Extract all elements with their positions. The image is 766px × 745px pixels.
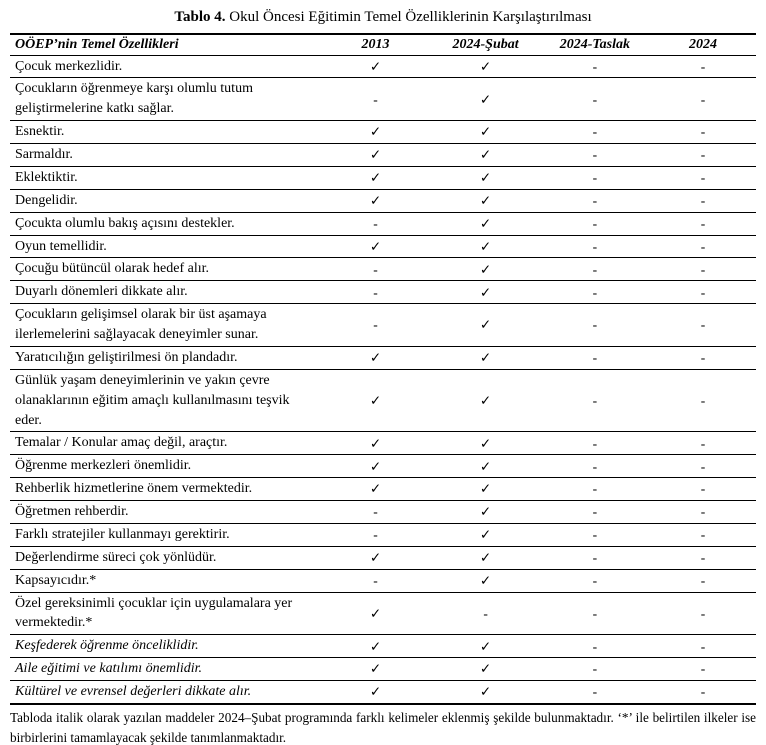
check-mark: ✓ bbox=[431, 55, 539, 78]
check-mark: ✓ bbox=[320, 635, 432, 658]
table-row bbox=[10, 55, 756, 78]
dash-mark: - bbox=[540, 523, 650, 546]
dash-mark: - bbox=[540, 144, 650, 167]
check-mark: ✓ bbox=[431, 258, 539, 281]
dash-mark: - bbox=[540, 304, 650, 347]
feature-cell: Özel gereksinimli çocuklar için uygulamalara yer vermektedir.* bbox=[10, 592, 320, 635]
dash-mark: - bbox=[540, 432, 650, 455]
check-mark: ✓ bbox=[431, 212, 539, 235]
check-mark: ✓ bbox=[431, 144, 539, 167]
check-mark: ✓ bbox=[431, 304, 539, 347]
feature-cell: Değerlendirme süreci çok yönlüdür. bbox=[10, 546, 320, 569]
check-mark: ✓ bbox=[431, 78, 539, 121]
table-title-text: Okul Öncesi Eğitimin Temel Özelliklerinin Karşılaştırılması bbox=[229, 9, 592, 25]
dash-mark: - bbox=[650, 121, 756, 144]
dash-mark: - bbox=[650, 455, 756, 478]
table-footnote: Tabloda italik olarak yazılan maddeler 2024–Şubat programında farklı kelimeler eklenmiş şekilde bulunmaktadır. ‘*’ ile belirtilen ilkeler ise birbirlerini tamamlayacak şekilde tanımlanmaktadır. bbox=[10, 709, 756, 745]
table-row bbox=[10, 569, 756, 592]
dash-mark: - bbox=[650, 635, 756, 658]
dash-mark: - bbox=[650, 55, 756, 78]
table-header bbox=[10, 34, 756, 56]
dash-mark: - bbox=[540, 592, 650, 635]
feature-cell: Çocukların gelişimsel olarak bir üst aşamaya ilerlemelerini sağlayacak deneyimler sunar. bbox=[10, 304, 320, 347]
feature-cell: Kapsayıcıdır.* bbox=[10, 569, 320, 592]
dash-mark: - bbox=[540, 455, 650, 478]
table-body bbox=[10, 55, 756, 704]
check-mark: ✓ bbox=[320, 144, 432, 167]
table-row bbox=[10, 189, 756, 212]
dash-mark: - bbox=[650, 569, 756, 592]
check-mark: ✓ bbox=[320, 235, 432, 258]
dash-mark: - bbox=[540, 658, 650, 681]
table-row bbox=[10, 635, 756, 658]
dash-mark: - bbox=[540, 501, 650, 524]
check-mark: ✓ bbox=[431, 235, 539, 258]
table-row bbox=[10, 681, 756, 704]
table-row bbox=[10, 523, 756, 546]
dash-mark: - bbox=[540, 281, 650, 304]
feature-cell: Dengelidir. bbox=[10, 189, 320, 212]
dash-mark: - bbox=[650, 212, 756, 235]
feature-cell: Oyun temellidir. bbox=[10, 235, 320, 258]
dash-mark: - bbox=[540, 235, 650, 258]
feature-cell: Çocuğu bütüncül olarak hedef alır. bbox=[10, 258, 320, 281]
dash-mark: - bbox=[540, 212, 650, 235]
check-mark: ✓ bbox=[320, 189, 432, 212]
dash-mark: - bbox=[320, 569, 432, 592]
column-header-features: OÖEP’nin Temel Özellikleri bbox=[10, 34, 320, 56]
table-row bbox=[10, 281, 756, 304]
dash-mark: - bbox=[540, 569, 650, 592]
dash-mark: - bbox=[650, 78, 756, 121]
check-mark: ✓ bbox=[369, 684, 382, 700]
check-mark: ✓ bbox=[431, 189, 539, 212]
table-row bbox=[10, 121, 756, 144]
check-mark: ✓ bbox=[320, 658, 432, 681]
check-mark: ✓ bbox=[431, 546, 539, 569]
check-mark: ✓ bbox=[431, 523, 539, 546]
table-row bbox=[10, 346, 756, 369]
table-row bbox=[10, 658, 756, 681]
dash-mark: - bbox=[650, 235, 756, 258]
dash-mark: - bbox=[650, 501, 756, 524]
feature-cell: Günlük yaşam deneyimlerinin ve yakın çevre olanaklarının eğitim amaçlı kullanılmasını teşvik eder. bbox=[10, 369, 320, 432]
dash-mark: - bbox=[540, 478, 650, 501]
check-mark: ✓ bbox=[320, 346, 432, 369]
feature-cell: Kültürel ve evrensel değerleri dikkate alır. bbox=[15, 684, 252, 699]
check-mark: ✓ bbox=[320, 369, 432, 432]
dash-mark: - bbox=[540, 189, 650, 212]
dash-mark: - bbox=[650, 432, 756, 455]
dash-mark: - bbox=[650, 258, 756, 281]
feature-cell: Aile eğitimi ve katılımı önemlidir. bbox=[10, 658, 320, 681]
dash-mark: - bbox=[650, 478, 756, 501]
dash-mark: - bbox=[650, 546, 756, 569]
dash-mark: - bbox=[650, 144, 756, 167]
dash-mark: - bbox=[540, 55, 650, 78]
feature-cell: Öğretmen rehberdir. bbox=[10, 501, 320, 524]
dash-mark: - bbox=[320, 212, 432, 235]
dash-mark: - bbox=[650, 592, 756, 635]
check-mark: ✓ bbox=[320, 432, 432, 455]
column-header-2024: 2024 bbox=[650, 34, 756, 56]
dash-mark: - bbox=[320, 304, 432, 347]
feature-cell: Çocuk merkezlidir. bbox=[10, 55, 320, 78]
table-row bbox=[10, 501, 756, 524]
dash-mark: - bbox=[540, 78, 650, 121]
dash-mark: - bbox=[650, 281, 756, 304]
check-mark: ✓ bbox=[431, 569, 539, 592]
column-header-2013: 2013 bbox=[320, 34, 432, 56]
dash-mark: - bbox=[650, 189, 756, 212]
dash-mark: - bbox=[540, 546, 650, 569]
check-mark: ✓ bbox=[431, 369, 539, 432]
feature-cell: Temalar / Konular amaç değil, araçtır. bbox=[10, 432, 320, 455]
check-mark: ✓ bbox=[431, 501, 539, 524]
check-mark: ✓ bbox=[479, 684, 492, 700]
table-row bbox=[10, 432, 756, 455]
column-header-2024-taslak: 2024-Taslak bbox=[540, 34, 650, 56]
table-title bbox=[10, 8, 756, 28]
table-row bbox=[10, 166, 756, 189]
dash-mark: - bbox=[540, 121, 650, 144]
feature-cell: Sarmaldır. bbox=[10, 144, 320, 167]
check-mark: ✓ bbox=[320, 592, 432, 635]
feature-cell: Yaratıcılığın geliştirilmesi ön plandadır. bbox=[10, 346, 320, 369]
dash-mark: - bbox=[592, 684, 598, 700]
dash-mark: - bbox=[540, 635, 650, 658]
check-mark: ✓ bbox=[431, 635, 539, 658]
feature-cell: Farklı stratejiler kullanmayı gerektirir. bbox=[10, 523, 320, 546]
table-row bbox=[10, 478, 756, 501]
check-mark: ✓ bbox=[431, 166, 539, 189]
dash-mark: - bbox=[320, 281, 432, 304]
check-mark: ✓ bbox=[320, 546, 432, 569]
dash-mark: - bbox=[320, 78, 432, 121]
dash-mark: - bbox=[431, 592, 539, 635]
dash-mark: - bbox=[320, 258, 432, 281]
dash-mark: - bbox=[650, 523, 756, 546]
table-row bbox=[10, 304, 756, 347]
table-row bbox=[10, 78, 756, 121]
check-mark: ✓ bbox=[320, 55, 432, 78]
feature-cell: Keşfederek öğrenme önceliklidir. bbox=[10, 635, 320, 658]
table-number-label: Tablo 4. bbox=[174, 9, 226, 25]
check-mark: ✓ bbox=[320, 478, 432, 501]
dash-mark: - bbox=[650, 166, 756, 189]
feature-cell: Çocukların öğrenmeye karşı olumlu tutum geliştirmelerine katkı sağlar. bbox=[10, 78, 320, 121]
dash-mark: - bbox=[650, 346, 756, 369]
check-mark: ✓ bbox=[320, 166, 432, 189]
dash-mark: - bbox=[700, 684, 706, 700]
dash-mark: - bbox=[650, 369, 756, 432]
check-mark: ✓ bbox=[320, 455, 432, 478]
dash-mark: - bbox=[650, 658, 756, 681]
dash-mark: - bbox=[540, 166, 650, 189]
table-row bbox=[10, 592, 756, 635]
check-mark: ✓ bbox=[431, 455, 539, 478]
header-row bbox=[10, 34, 756, 56]
table-row bbox=[10, 235, 756, 258]
feature-cell: Rehberlik hizmetlerine önem vermektedir. bbox=[10, 478, 320, 501]
table-row bbox=[10, 546, 756, 569]
dash-mark: - bbox=[650, 304, 756, 347]
table-row bbox=[10, 258, 756, 281]
check-mark: ✓ bbox=[431, 346, 539, 369]
feature-cell: Çocukta olumlu bakış açısını destekler. bbox=[10, 212, 320, 235]
check-mark: ✓ bbox=[431, 658, 539, 681]
feature-cell: Eklektiktir. bbox=[10, 166, 320, 189]
column-header-2024-subat: 2024-Şubat bbox=[431, 34, 539, 56]
feature-cell: Esnektir. bbox=[10, 121, 320, 144]
check-mark: ✓ bbox=[320, 121, 432, 144]
check-mark: ✓ bbox=[431, 432, 539, 455]
check-mark: ✓ bbox=[431, 121, 539, 144]
dash-mark: - bbox=[540, 346, 650, 369]
table-row bbox=[10, 455, 756, 478]
table-row bbox=[10, 144, 756, 167]
feature-cell: Öğrenme merkezleri önemlidir. bbox=[10, 455, 320, 478]
table-row bbox=[10, 212, 756, 235]
dash-mark: - bbox=[320, 523, 432, 546]
dash-mark: - bbox=[540, 258, 650, 281]
feature-cell: Duyarlı dönemleri dikkate alır. bbox=[10, 281, 320, 304]
table-row bbox=[10, 369, 756, 432]
dash-mark: - bbox=[320, 501, 432, 524]
comparison-table bbox=[10, 33, 756, 705]
check-mark: ✓ bbox=[431, 281, 539, 304]
check-mark: ✓ bbox=[431, 478, 539, 501]
dash-mark: - bbox=[540, 369, 650, 432]
